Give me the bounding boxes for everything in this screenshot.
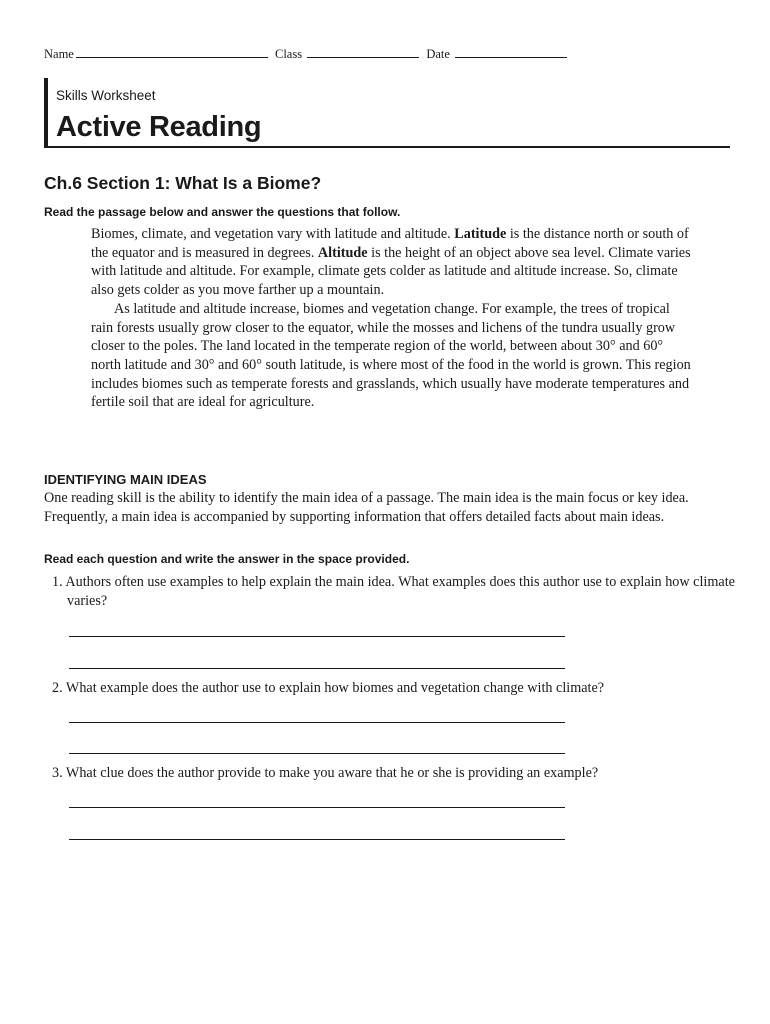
name-label: Name bbox=[44, 47, 74, 61]
answer-line[interactable] bbox=[69, 668, 565, 669]
main-ideas-text: One reading skill is the ability to identify the main idea of a passage. The main idea is the main focus or key idea. Frequently, a main idea is accompanied by supporting information that offers detailed facts about main ideas. bbox=[44, 490, 689, 525]
passage-paragraph-1: Biomes, climate, and vegetation vary with latitude and altitude. Latitude is the distance north or south of the equator and is measured in degrees. Altitude is the height of an object above sea level. Climate varies with latitude and altitude. For example, climate gets colder as latitude and altitude increase. So, climate also gets colder as you move farther up a mountain. bbox=[91, 226, 691, 299]
title-block bbox=[44, 78, 730, 148]
date-blank[interactable] bbox=[455, 46, 567, 58]
question-2: 2. What example does the author use to explain how biomes and vegetation change with climate? bbox=[52, 680, 605, 696]
answer-line[interactable] bbox=[69, 839, 565, 840]
worksheet-type: Skills Worksheet bbox=[56, 88, 156, 103]
answer-line[interactable] bbox=[69, 722, 565, 723]
term-altitude: Altitude bbox=[317, 244, 368, 261]
class-blank[interactable] bbox=[307, 46, 419, 58]
reading-passage bbox=[91, 225, 691, 412]
worksheet-title: Active Reading bbox=[56, 111, 262, 143]
class-label: Class bbox=[274, 47, 303, 61]
student-info-header bbox=[44, 46, 571, 62]
question-1: 1. Authors often use examples to help explain the main idea. What examples does this author use to explain how climate varies? bbox=[52, 574, 735, 609]
answer-line[interactable] bbox=[69, 807, 565, 808]
name-blank[interactable] bbox=[76, 46, 268, 58]
passage-paragraph-2: As latitude and altitude increase, biomes and vegetation change. For example, the trees of tropical rain forests usually grow closer to the equator, while the mosses and lichens of the tundra usually grow closer to the poles. The land located in the temperate region of the world, between about 30° and 60° north latitude and 30° and 60° south latitude, is where most of the food in the world is grown. This region includes biomes such as temperate forests and grasslands, which usually have moderate temperatures and fertile soil that are ideal for agriculture. bbox=[91, 300, 691, 411]
questions-instruction: Read each question and write the answer in the space provided. bbox=[44, 552, 410, 566]
answer-line[interactable] bbox=[69, 753, 565, 754]
section-title: Ch.6 Section 1: What Is a Biome? bbox=[44, 173, 322, 193]
main-ideas-heading: IDENTIFYING MAIN IDEAS bbox=[44, 472, 207, 487]
date-label: Date bbox=[426, 47, 450, 61]
term-latitude: Latitude bbox=[454, 226, 507, 242]
passage-instruction: Read the passage below and answer the questions that follow. bbox=[44, 205, 401, 219]
question-3: 3. What clue does the author provide to make you aware that he or she is providing an example? bbox=[52, 765, 599, 781]
answer-line[interactable] bbox=[69, 636, 565, 637]
